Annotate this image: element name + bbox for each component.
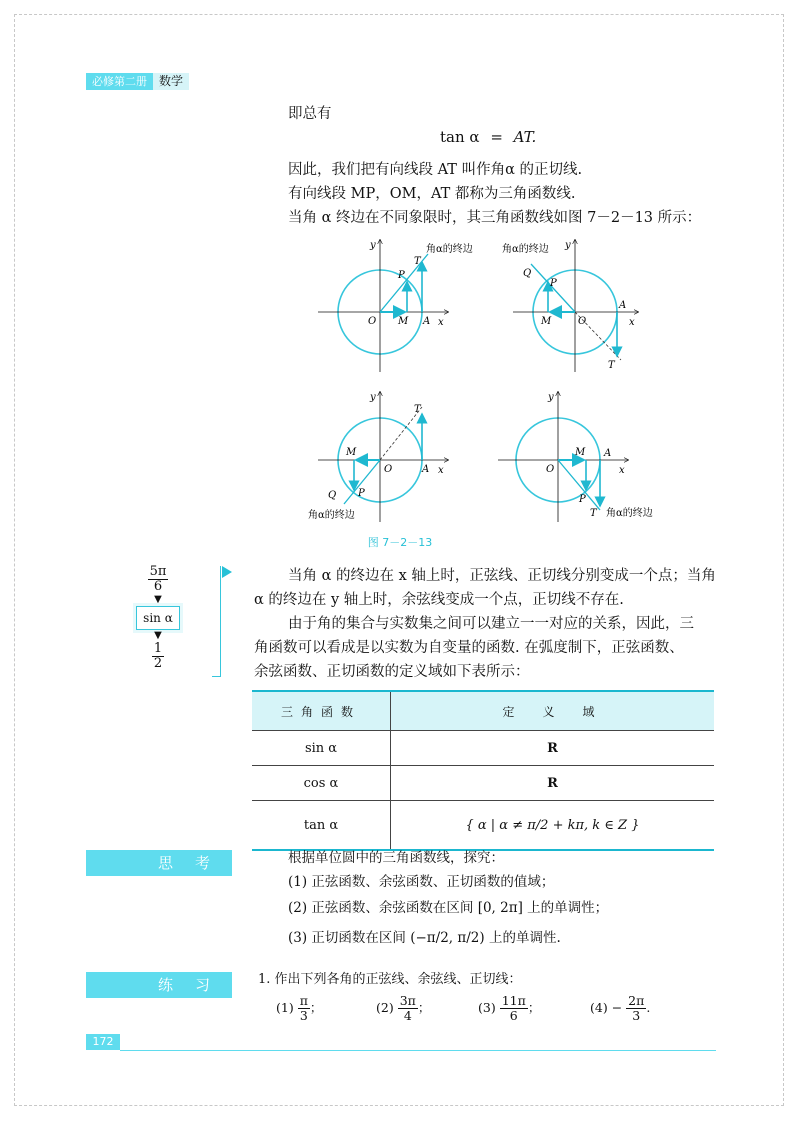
practice-label: 练习 — [157, 976, 232, 994]
table-cell: { α | α ≠ π/2 + kπ, k ∈ Z } — [391, 801, 715, 851]
item-fraction — [298, 994, 310, 1023]
table-row — [252, 731, 714, 766]
label-A: A — [619, 300, 627, 311]
label-T: T — [414, 404, 421, 415]
label-T: T — [608, 360, 615, 371]
table-header-row — [252, 691, 714, 731]
table-cell: cos α — [252, 766, 391, 801]
label-A: A — [423, 316, 431, 327]
think-line: (2) 正弦函数、余弦函数在区间 [0, 2π] 上的单调性； — [288, 900, 609, 916]
label-O: O — [384, 464, 393, 475]
running-header — [86, 73, 189, 90]
label-y: y — [565, 240, 571, 251]
fraction-denominator: 6 — [509, 1008, 518, 1023]
label-T: T — [414, 256, 421, 267]
subject-label: 数学 — [153, 73, 189, 90]
practice-item — [590, 994, 650, 1023]
label-P: P — [550, 278, 557, 289]
table-cell: tan α — [252, 801, 391, 851]
table-cell: R — [391, 731, 715, 766]
label-M: M — [575, 447, 586, 458]
fraction-denominator: 3 — [632, 1008, 641, 1023]
terminal-label: 角α的终边 — [606, 508, 653, 519]
fraction-numerator: 3π — [399, 993, 416, 1008]
label-A: A — [604, 448, 612, 459]
label-P: P — [398, 270, 405, 281]
side-bracket — [212, 566, 221, 677]
formula-eq: = — [490, 128, 503, 146]
practice-question: 1. 作出下列各角的正弦线、余弦线、正切线： — [258, 972, 522, 987]
label-x: x — [438, 317, 444, 328]
table-header: 定 义 域 — [391, 691, 715, 731]
practice-band — [86, 972, 232, 998]
item-fraction — [500, 994, 528, 1023]
item-index: (2) — [376, 1000, 394, 1015]
margin-fraction-top — [148, 565, 169, 594]
label-y: y — [370, 392, 376, 403]
margin-fraction-bottom — [152, 642, 164, 671]
intro-text: 即总有 — [288, 106, 332, 122]
label-O: O — [578, 316, 587, 327]
fraction-denominator: 4 — [403, 1008, 412, 1023]
item-index: (4) — [590, 1000, 608, 1015]
paragraph-line: 有向线段 MP，OM，AT 都称为三角函数线. — [288, 186, 576, 202]
paragraph-line: 余弦函数、正切函数的定义域如下表所示： — [254, 664, 530, 680]
label-M: M — [346, 447, 357, 458]
think-line: (3) 正切函数在区间 (−π/2, π/2) 上的单调性. — [288, 930, 561, 946]
formula — [440, 128, 536, 146]
think-band — [86, 850, 232, 876]
practice-item — [376, 994, 430, 1023]
figure-quadrant-1 — [318, 240, 473, 372]
label-M: M — [398, 316, 409, 327]
label-y: y — [548, 392, 554, 403]
table-row — [252, 766, 714, 801]
paragraph-line: 由于角的集合与实数集之间可以建立一一对应的关系，因此，三 — [288, 616, 694, 632]
fraction-numerator: π — [299, 993, 308, 1008]
fraction-numerator: 11π — [501, 993, 526, 1008]
label-y: y — [370, 240, 376, 251]
table-header: 三角函数 — [252, 691, 391, 731]
label-P: P — [358, 488, 365, 499]
figure-quadrant-4 — [498, 392, 653, 522]
label-x: x — [629, 317, 635, 328]
item-index: (3) — [478, 1000, 496, 1015]
terminal-label: 角α的终边 — [308, 510, 355, 521]
paragraph-line: 当角 α 终边在不同象限时，其三角函数线如图 7－2－13 所示： — [288, 210, 702, 226]
think-line: 根据单位圆中的三角函数线，探究： — [288, 850, 504, 866]
volume-label: 必修第二册 — [86, 73, 153, 90]
item-end: . — [646, 1000, 651, 1015]
table-cell: sin α — [252, 731, 391, 766]
think-label: 思考 — [157, 854, 232, 872]
page-number: 172 — [86, 1034, 120, 1050]
practice-item — [478, 994, 540, 1023]
terminal-label: 角α的终边 — [426, 244, 473, 255]
item-end: ； — [527, 1000, 541, 1015]
item-end: ； — [309, 1000, 323, 1015]
item-index: (1) — [276, 1000, 294, 1015]
arrow-down-icon: ▼ — [154, 594, 162, 605]
label-Q: Q — [328, 490, 337, 501]
item-fraction — [626, 994, 646, 1023]
fraction-denominator: 2 — [153, 656, 163, 671]
figure-caption: 图 7－2－13 — [367, 536, 433, 549]
paragraph-line: 角函数可以看成是以实数为自变量的函数. 在弧度制下，正弦函数、 — [254, 640, 684, 656]
formula-lhs: tan α — [440, 128, 480, 146]
sin-box: sin α — [136, 606, 180, 630]
fraction-numerator: 5π — [149, 564, 167, 579]
label-x: x — [619, 465, 625, 476]
label-O: O — [546, 464, 555, 475]
label-T: T — [590, 508, 597, 519]
fraction-numerator: 2π — [628, 993, 645, 1008]
item-end: ； — [417, 1000, 431, 1015]
footer-rule — [120, 1050, 716, 1051]
label-M: M — [541, 316, 552, 327]
pointer-icon — [222, 566, 232, 578]
terminal-label: 角α的终边 — [502, 244, 549, 255]
practice-item — [276, 994, 322, 1023]
fraction-denominator: 6 — [153, 579, 163, 594]
label-Q: Q — [523, 268, 532, 279]
think-line: (1) 正弦函数、余弦函数、正切函数的值域； — [288, 874, 555, 890]
item-fraction — [398, 994, 418, 1023]
figure-quadrant-3 — [308, 392, 448, 522]
arrow-down-icon: ▼ — [154, 630, 162, 641]
domain-table — [252, 690, 714, 851]
figure-quadrant-2 — [502, 240, 638, 372]
paragraph-line: 因此，我们把有向线段 AT 叫作角α 的正切线. — [288, 162, 583, 178]
label-P: P — [579, 494, 586, 505]
table-cell: R — [391, 766, 715, 801]
paragraph-line: α 的终边在 y 轴上时，余弦线变成一个点，正切线不存在. — [254, 592, 624, 608]
fraction-denominator: 3 — [299, 1008, 308, 1023]
fraction-numerator: 1 — [153, 641, 163, 656]
trig-line-figures — [288, 232, 688, 532]
label-x: x — [438, 465, 444, 476]
formula-rhs: AT. — [513, 128, 537, 146]
label-A: A — [422, 464, 430, 475]
item-sign: − — [611, 1000, 623, 1015]
paragraph-line: 当角 α 的终边在 x 轴上时，正弦线、正切线分别变成一个点；当角 — [288, 568, 716, 584]
label-O: O — [368, 316, 377, 327]
margin-note — [128, 565, 188, 671]
table-row — [252, 801, 714, 851]
